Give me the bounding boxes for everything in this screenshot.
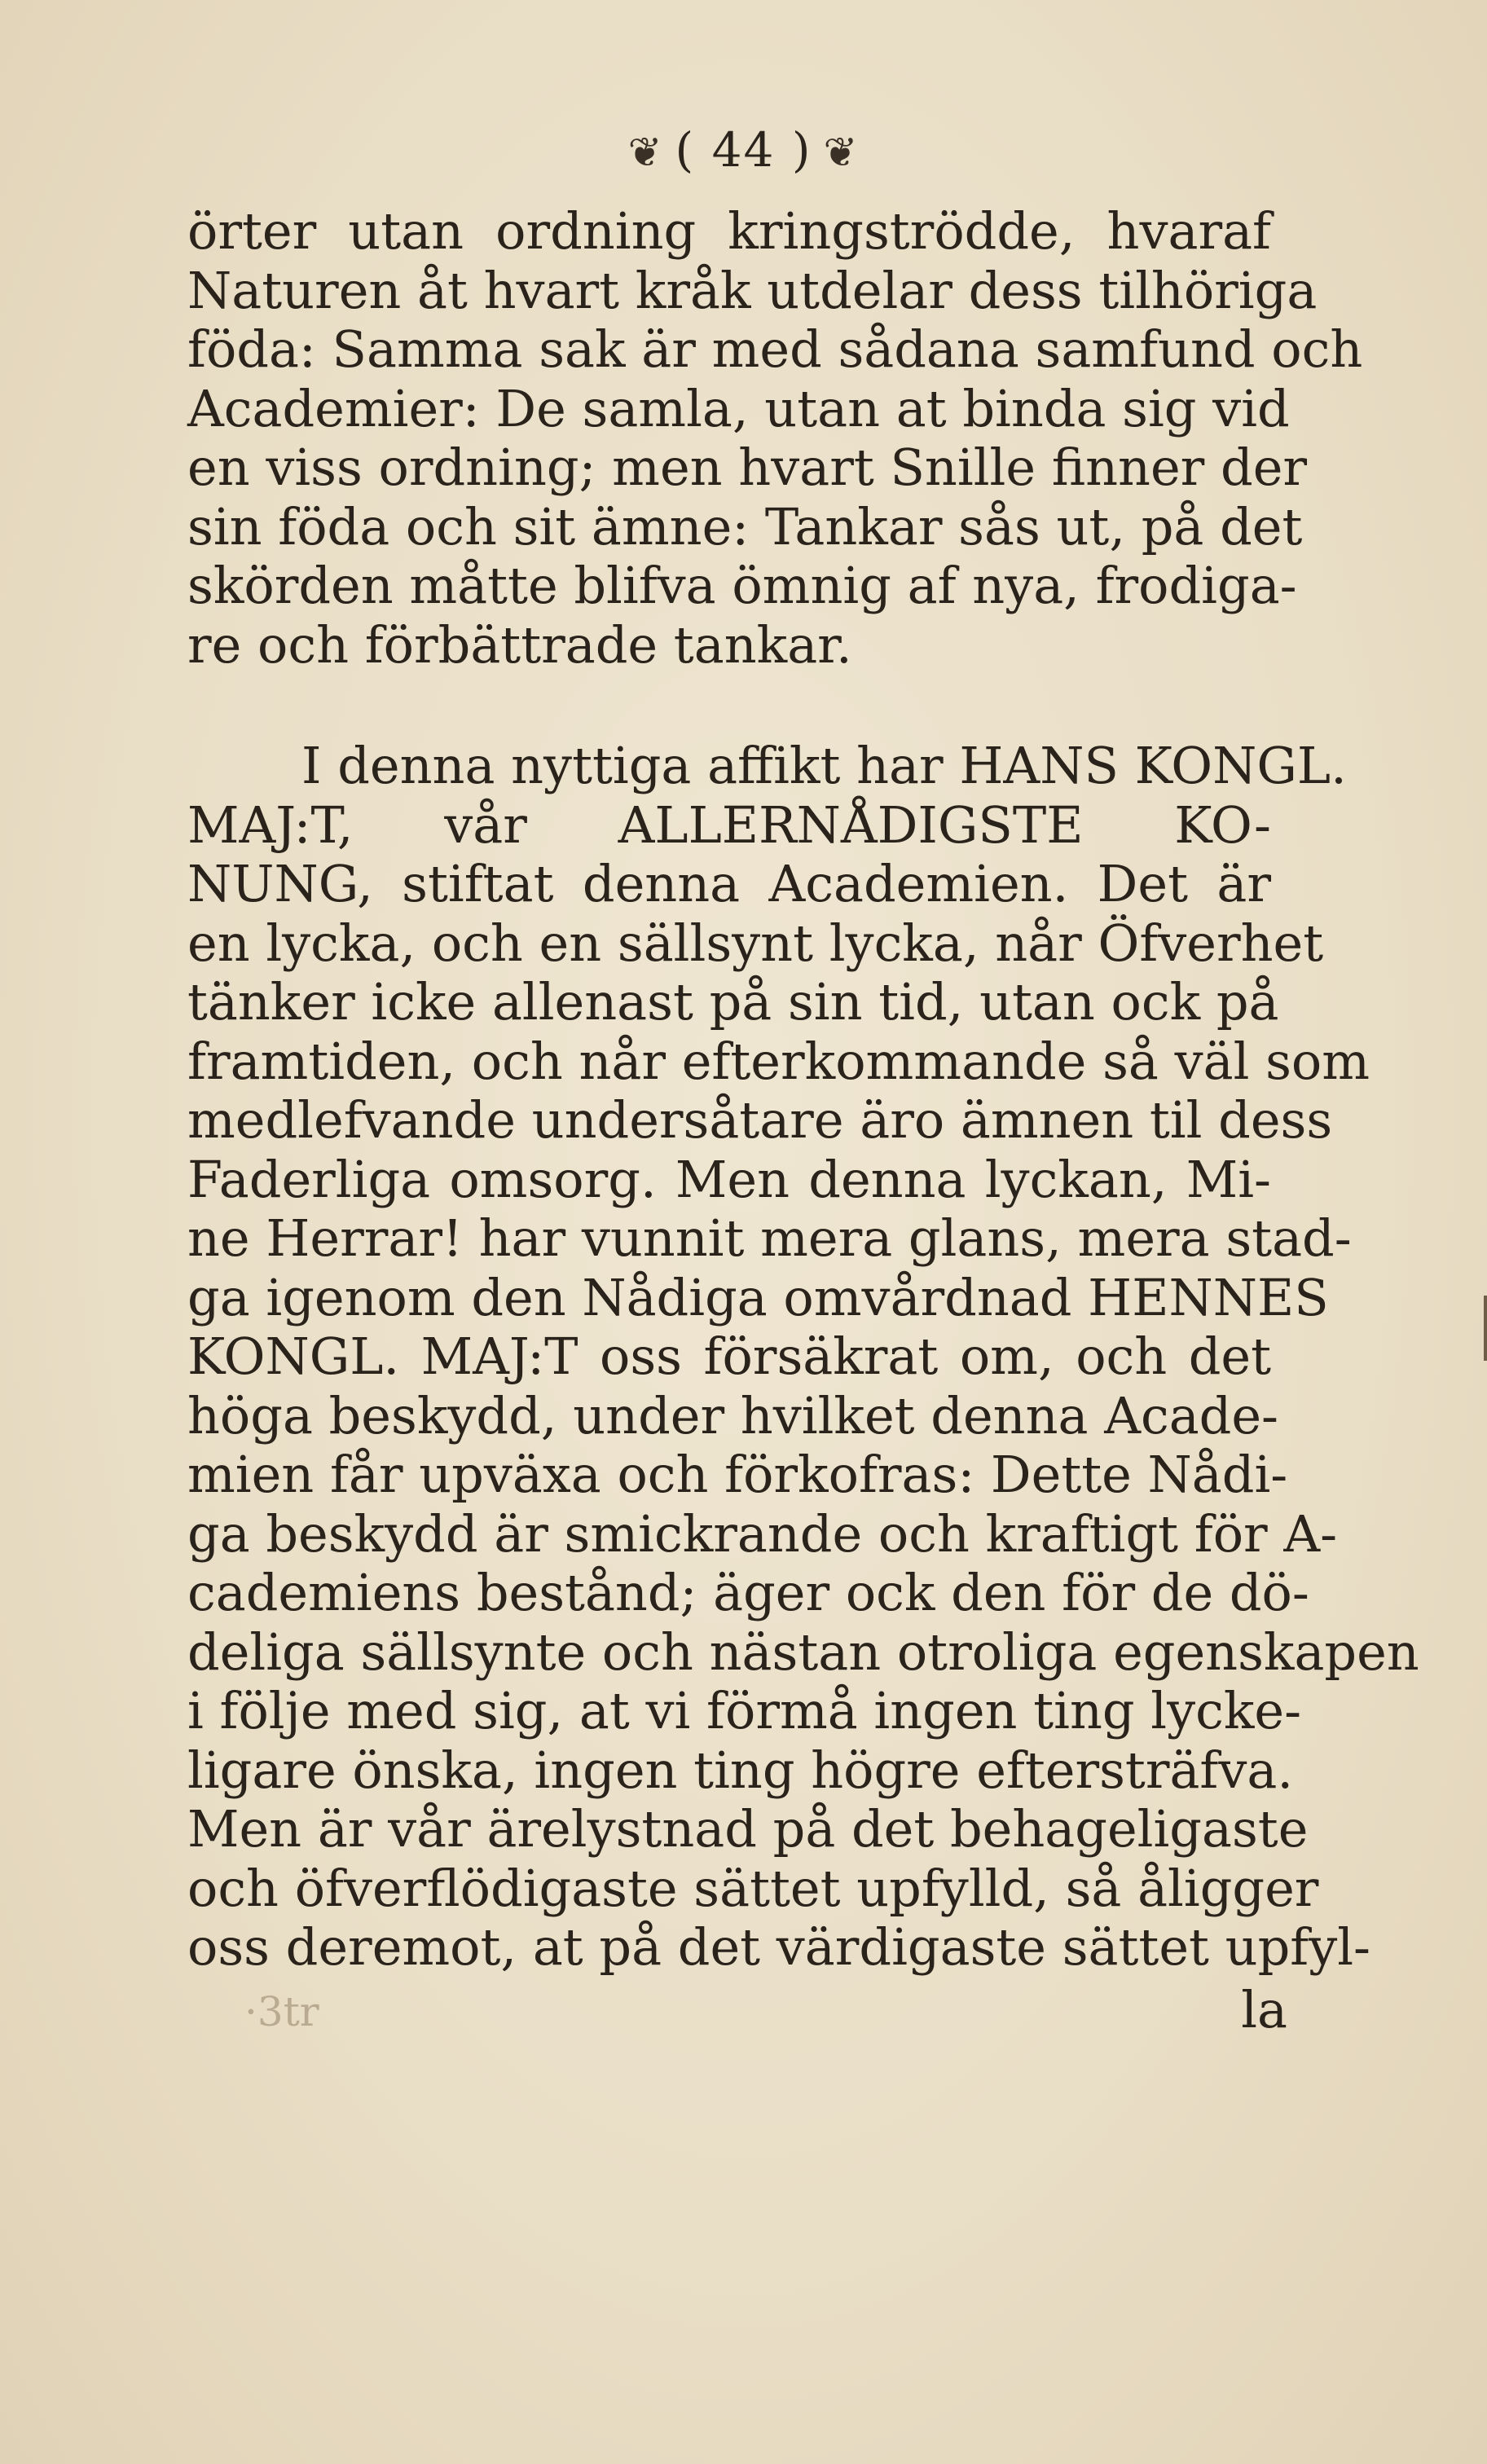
text-line: i följe med sig, at vi förmå ingen ting lycke- (187, 1681, 1302, 1740)
text-line: Naturen åt hvart kråk utdelar dess tilhöriga (187, 260, 1318, 320)
text-line: ligare önska, ingen ting högre eftersträfva. (187, 1740, 1294, 1800)
text-line: höga beskydd, under hvilket denna Acade- (187, 1385, 1278, 1445)
text-line: cademiens bestånd; äger ock den för de dö- (187, 1563, 1309, 1622)
text-line: sin föda och sit ämne: Tankar sås ut, på det (187, 496, 1303, 557)
right-ornament-icon: ❦ (823, 129, 860, 176)
text-line: föda: Samma sak är med sådana samfund och (187, 319, 1363, 379)
text-line: ga beskydd är smickrande och kraftigt för A- (187, 1503, 1338, 1564)
text-line: örter utan ordning kringströdde, hvaraf (187, 201, 1271, 261)
page-edge-mark (1484, 1296, 1487, 1361)
paragraph-2 (187, 736, 1419, 1978)
text-line: deliga sällsynte och nästan otroliga egenskapen (187, 1621, 1419, 1682)
page-header (0, 122, 1487, 178)
text-line: Men är vår ärelystnad på det behageligaste (187, 1799, 1309, 1859)
text-line: skörden måtte blifva ömnig af nya, frodiga- (187, 556, 1297, 615)
paragraph-1 (187, 201, 1363, 675)
text-line: oss deremot, at på det värdigaste sättet upfyl- (187, 1917, 1371, 1977)
text-line: MAJ:T, vår ALLERNÅDIGSTE KO- (187, 794, 1271, 855)
text-line: ga igenom den Nådiga omvårdnad HENNES (187, 1267, 1329, 1327)
text-line: en viss ordning; men hvart Snille finner der (187, 438, 1308, 497)
text-line: framtiden, och når efterkommande så väl som (187, 1031, 1370, 1091)
text-line: I denna nyttiga affikt har HANS KONGL. (301, 736, 1347, 795)
text-line: NUNG, stiftat denna Academien. Det är (187, 854, 1271, 913)
text-line: en lycka, och en sällsynt lycka, når Öfverhet (187, 913, 1324, 973)
text-line: och öfverflödigaste sättet upfylld, så åligger (187, 1858, 1319, 1918)
text-line: medlefvande undersåtare äro ämnen til dess (187, 1090, 1333, 1150)
text-line: Academier: De samla, utan at binda sig vid (187, 378, 1290, 438)
text-line: tänker icke allenast på sin tid, utan ock på (187, 972, 1279, 1032)
left-ornament-icon: ❦ (627, 129, 664, 176)
text-line: ne Herrar! har vunnit mera glans, mera stad- (187, 1208, 1352, 1268)
page-number: ( 44 ) (675, 122, 812, 178)
catchword: la (1241, 1980, 1287, 2039)
text-line: re och förbättrade tankar. (187, 614, 852, 675)
text-line: mien får upväxa och förkofras: Dette Nådi- (187, 1445, 1288, 1504)
text-line: Faderliga omsorg. Men denna lyckan, Mi- (187, 1149, 1271, 1209)
bleed-through-mark: ·3tr (244, 1988, 319, 2035)
text-line: KONGL. MAJ:T oss försäkrat om, och det (187, 1327, 1271, 1386)
